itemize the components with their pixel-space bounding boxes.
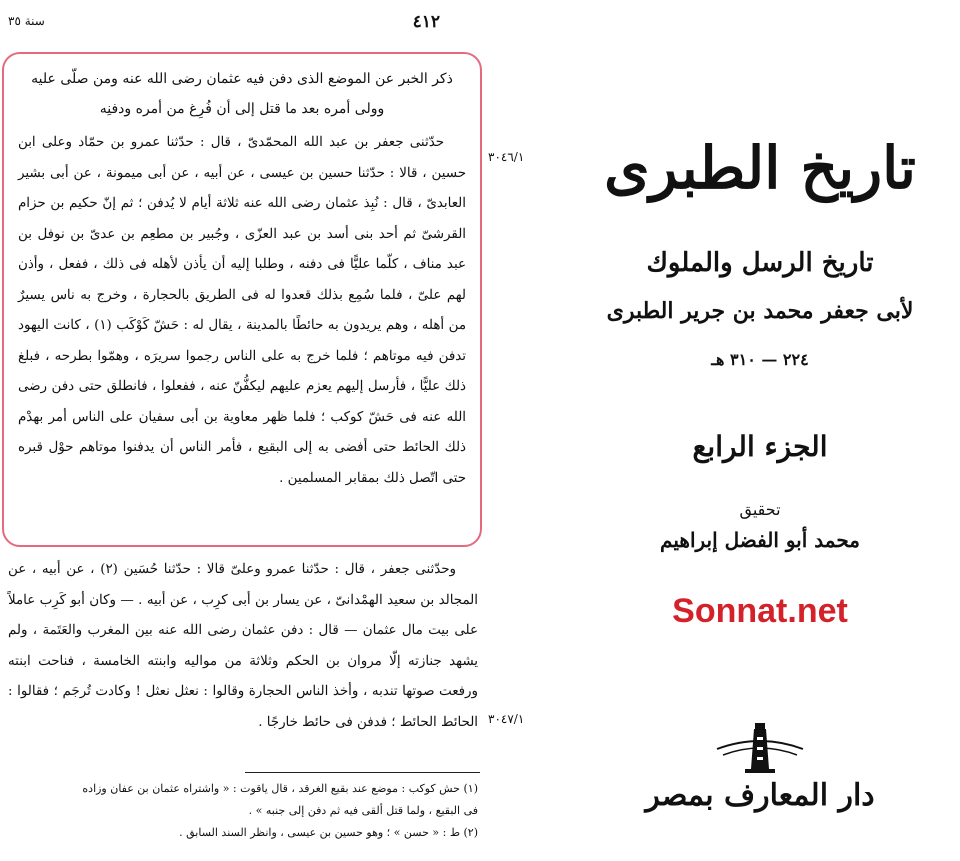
cover-subtitle: تاريخ الرسل والملوك [646,248,874,278]
cover-volume: الجزء الرابع [692,430,828,463]
footnote-2: (٢) ط : « حسن » ؛ وهو حسين بن عيسى ، وانظر السند السابق . [179,826,478,839]
running-year: سنة ٣٥ [8,14,45,28]
margin-reference-1: ٣٠٤٦/١ [488,150,525,164]
following-paragraph: وحدّثنى جعفر ، قال : حدّثنا عمرو وعلىّ قالا : حدّثنا حُسَين (٢) ، عن أبيه ، عن المجالد بن سعيد الهمْدانىّ ، عن يسار بن أبى كرِب ، عن أبيه . — وكان أبو كَرِب عاملاً على بيت مال عثمان — قال : دفن عثمان رضى الله عنه بين المغرب والعَتَمة ، ولم يشهد جنازته إلّا مروان بن الحكم وثلاثة من مواليه وابنته الخامسة ، فناحت ابنته ورفعت صوتها تندبه ، وأخذ الناس الحجارة وقالوا : نعثل نعثل ! وكادت تُرجَم ؛ فقالوا : الحائط الحائط ؛ فدفن فى حائط خارجًا . [8,562,478,730]
cover-dates: ٢٢٤ — ٣١٠ هـ [711,350,809,369]
page-number: ٤١٢ [412,12,440,32]
heading-line-1: ذكر الخبر عن الموضع الذى دفن فيه عثمان رضى الله عنه ومن صلّى عليه [31,71,453,87]
footnotes [12,778,478,844]
cover-tahqiq-label: تحقيق [739,500,781,519]
footnote-divider [245,772,480,773]
watermark: Sonnat.net [672,592,848,630]
heading-line-2: وولى أمره بعد ما قتل إلى أن فُرِغ من أمره ودفنِه [99,101,385,117]
book-cover [560,0,960,861]
footnote-1-line-2: فى البقيع ، ولما قتل ألقى فيه ثم دفن إلى جنبه » . [248,804,478,817]
footnote-1-line-1: (١) حش كوكب : موضع عند بقيع الغرقد ، قال ياقوت : « واشتراه عثمان بن عفان وزاده [82,782,478,795]
following-passage [8,555,478,738]
cover-author: لأبى جعفر محمد بن جرير الطبرى [606,298,914,324]
publisher-name: دار المعارف بمصر [645,778,875,813]
lighthouse-icon [715,715,805,775]
page-header [8,8,490,38]
cover-editor: محمد أبو الفضل إبراهيم [660,528,860,552]
highlighted-passage [2,52,482,547]
section-heading [18,64,466,124]
highlighted-paragraph: حدّثنى جعفر بن عبد الله المحمّدىّ ، قال : حدّثنا عمرو بن حمّاد وعلى ابن حسين ، قالا : حدّثنا حسين بن عيسى ، عن أبيه ، عن أبى ميمونة ، عن أبى بشير العابدىّ ، قال : نُبِذ عثمان رضى الله عنه ثلاثة أيام لا يُدفن ؛ ثم إنّ حكيم بن حزام القرشىّ ثم أحد بنى أسد بن عبد العزّى ، وجُبير بن مطعِم بن عدىّ بن نوفل بن عبد مناف ، كلّما عليًّا فى دفنه ، وطلبا إليه أن يأذن لأهله فى ذلك ، ففعل ، وأذن لهم علىّ ، فلما سُمِع بذلك قعدوا له فى الطريق بالحجارة ، وخرج به ناس يسيرٌ من أهله ، وهم يريدون به حائطًا بالمدينة ، يقال له : حَشّ كَوْكَب (١) ، كانت اليهود تدفن فيه موتاهم ؛ فلما خرج به على الناس رجموا سريرَه ، وهمّوا بطرحه ، فبلغ ذلك عليًّا ، فأرسل إليهم يعزم عليهم ليكفُّنّ عنه ، ففعلوا ، فانطلق حتى دفن رضى الله عنه فى حَشّ كوكب ؛ فلما ظهر معاوية بن أبى سفيان على الناس أمر بهدْم ذلك الحائط حتى أفضى به إلى البقيع ، فأمر الناس أن يدفنوا موتاهم حوْل قبره حتى اتّصل ذلك بمقابر المسلمين . [18,135,466,486]
cover-title: تاريخ الطبرى [604,134,916,202]
margin-reference-2: ٣٠٤٧/١ [488,712,525,726]
